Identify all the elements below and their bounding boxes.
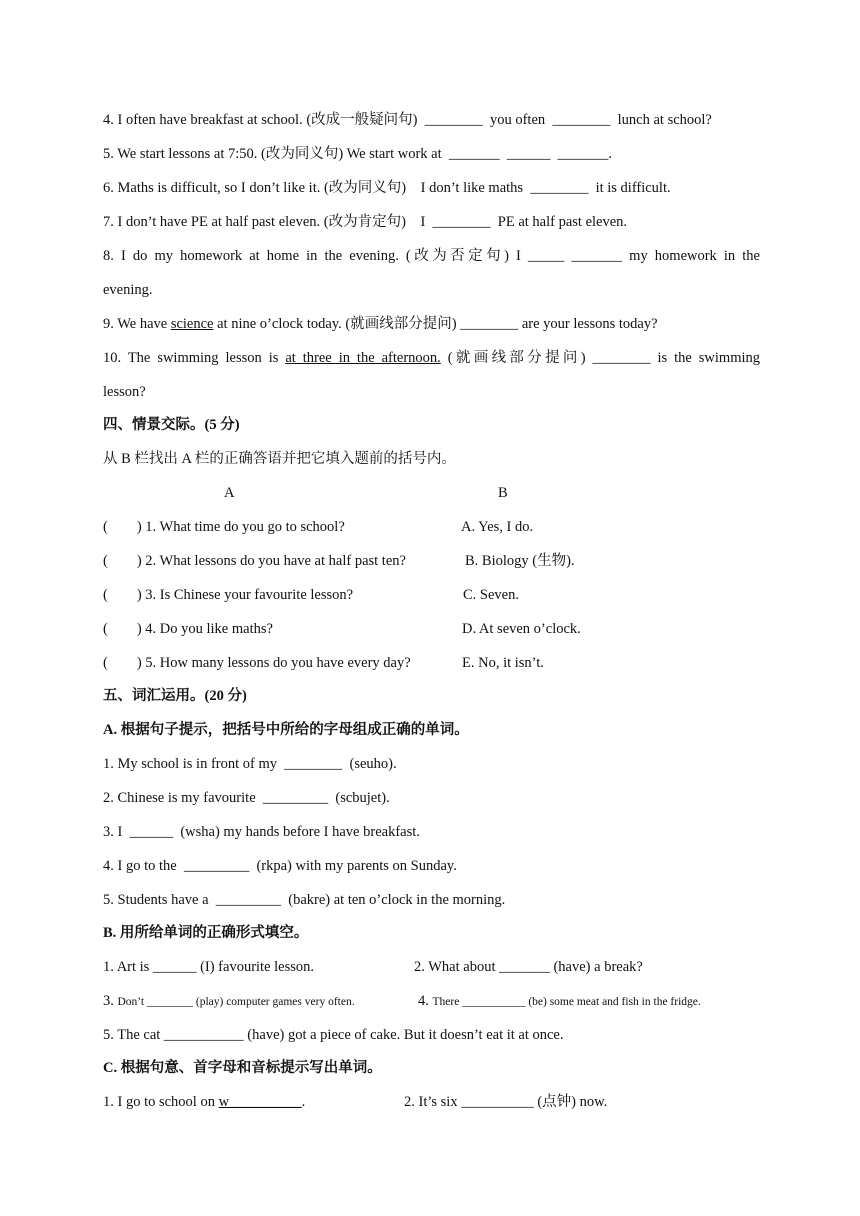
question-4: 4. I often have breakfast at school. (改成一般疑问句) ________ you often ________ lunch at school? bbox=[103, 112, 712, 128]
matching-answer-c: C. Seven. bbox=[463, 587, 519, 603]
part-c-item-1 bbox=[103, 1093, 305, 1111]
part-a-item-4: 4. I go to the _________ (rkpa) with my parents on Sunday. bbox=[103, 858, 457, 874]
part-a-heading: A. 根据句子提示，把括号中所给的字母组成正确的单词。 bbox=[103, 722, 469, 738]
part-b-item-1: 1. Art is ______ (I) favourite lesson. bbox=[103, 959, 315, 975]
question-10-prefix: 10. The swimming lesson is bbox=[103, 350, 286, 366]
question-9-suffix: at nine o’clock today. (就画线部分提问) ________ are your lessons today? bbox=[213, 316, 658, 332]
matching-question-5: ( ) 5. How many lessons do you have every day? bbox=[103, 655, 411, 671]
part-a-item-3: 3. I ______ (wsha) my hands before I have breakfast. bbox=[103, 824, 420, 840]
question-9-prefix: 9. We have bbox=[103, 316, 171, 332]
question-10-underlined: at three in the afternoon. bbox=[285, 350, 441, 366]
column-b-header: B bbox=[498, 485, 508, 501]
part-c-item-1-hint: w__________ bbox=[218, 1094, 302, 1110]
question-9-underlined: science bbox=[170, 316, 214, 332]
section-5-heading: 五、词汇运用。(20 分) bbox=[103, 688, 247, 704]
part-b-item-4-number: 4. bbox=[418, 993, 433, 1009]
part-b-item-3-text: Don’t ________ (play) computer games very often. bbox=[117, 996, 355, 1008]
matching-answer-d: D. At seven o’clock. bbox=[462, 621, 581, 637]
part-a-item-2: 2. Chinese is my favourite _________ (scbujet). bbox=[103, 790, 390, 806]
part-c-item-1-prefix: 1. I go to school on bbox=[103, 1094, 219, 1110]
part-b-item-2: 2. What about _______ (have) a break? bbox=[414, 959, 643, 975]
question-9 bbox=[103, 315, 760, 333]
matching-question-3: ( ) 3. Is Chinese your favourite lesson? bbox=[103, 587, 354, 603]
part-b-item-5: 5. The cat ___________ (have) got a piece of cake. But it doesn’t eat it at once. bbox=[103, 1027, 564, 1043]
matching-question-1: ( ) 1. What time do you go to school? bbox=[103, 519, 345, 535]
part-c-item-1-suffix: . bbox=[301, 1094, 306, 1110]
question-6: 6. Maths is difficult, so I don’t like it. (改为同义句) I don’t like maths ________ it is difficult. bbox=[103, 180, 671, 196]
part-a-item-5: 5. Students have a _________ (bakre) at ten o’clock in the morning. bbox=[103, 892, 506, 908]
part-b-item-4-text: There ___________ (be) some meat and fish in the fridge. bbox=[432, 996, 701, 1008]
part-b-item-3 bbox=[103, 992, 355, 1011]
question-5: 5. We start lessons at 7:50. (改为同义句) We start work at _______ ______ _______. bbox=[103, 146, 613, 162]
matching-question-2: ( ) 2. What lessons do you have at half past ten? bbox=[103, 553, 406, 569]
matching-question-4: ( ) 4. Do you like maths? bbox=[103, 621, 273, 637]
matching-answer-e: E. No, it isn’t. bbox=[462, 655, 544, 671]
question-7: 7. I don’t have PE at half past eleven. (改为肯定句) I ________ PE at half past eleven. bbox=[103, 214, 628, 230]
section-4-instruction: 从 B 栏找出 A 栏的正确答语并把它填入题前的括号内。 bbox=[103, 451, 456, 467]
matching-answer-a: A. Yes, I do. bbox=[461, 519, 534, 535]
column-a-header: A bbox=[224, 485, 235, 501]
question-8-line2: evening. bbox=[103, 282, 153, 298]
question-10-suffix: (就画线部分提问) ________ is the swimming bbox=[440, 350, 760, 366]
part-c-heading: C. 根据句意、首字母和音标提示写出单词。 bbox=[103, 1060, 382, 1076]
question-8-line1: 8. I do my homework at home in the evening. (改为否定句) I _____ _______ my homework in the bbox=[103, 248, 760, 264]
part-c-item-2: 2. It’s six __________ (点钟) now. bbox=[404, 1094, 608, 1110]
matching-answer-b: B. Biology (生物). bbox=[465, 553, 575, 569]
part-b-heading: B. 用所给单词的正确形式填空。 bbox=[103, 925, 309, 941]
part-b-item-4 bbox=[418, 992, 701, 1011]
section-4-heading: 四、情景交际。(5 分) bbox=[103, 417, 240, 433]
part-b-item-3-number: 3. bbox=[103, 993, 118, 1009]
question-10-line1 bbox=[103, 349, 760, 367]
part-a-item-1: 1. My school is in front of my ________ (seuho). bbox=[103, 756, 397, 772]
question-10-line2: lesson? bbox=[103, 384, 146, 400]
